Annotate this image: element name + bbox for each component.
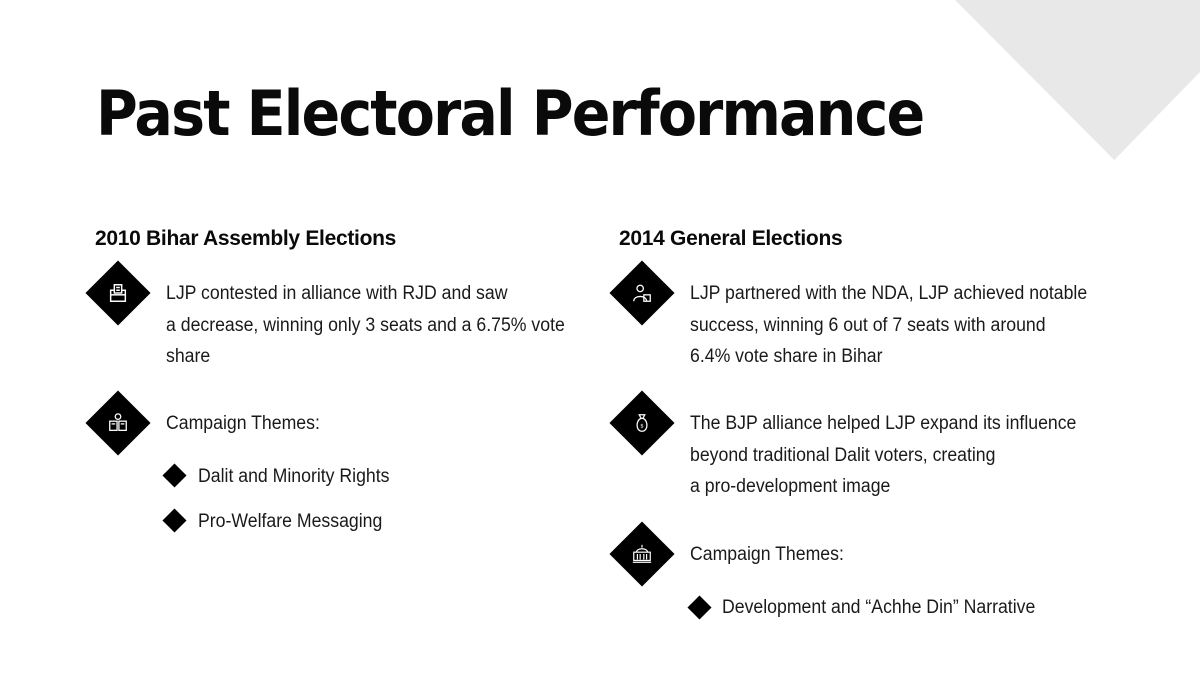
- bullet-item: Development and “Achhe Din” Narrative: [722, 597, 1036, 618]
- right-item-1-text: [690, 278, 1087, 373]
- text-line: beyond traditional Dalit voters, creating: [690, 444, 996, 466]
- svg-text:$: $: [640, 423, 644, 430]
- government-building-icon: [610, 522, 674, 586]
- text-line: a decrease, winning only 3 seats and a 6.75% vote: [166, 314, 565, 336]
- bullet-item: Dalit and Minority Rights: [198, 466, 390, 487]
- voting-booth-icon: [86, 391, 150, 455]
- text-line: Campaign Themes:: [166, 413, 320, 434]
- text-line: Campaign Themes:: [690, 544, 844, 565]
- left-column-heading: 2010 Bihar Assembly Elections: [95, 227, 396, 250]
- money-bag-icon: [610, 391, 674, 455]
- left-item-2-text: [166, 408, 320, 440]
- text-line: LJP contested in alliance with RJD and saw: [166, 283, 508, 304]
- right-column-heading: 2014 General Elections: [619, 227, 843, 250]
- text-line: success, winning 6 out of 7 seats with around: [690, 314, 1046, 336]
- right-item-3-text: [690, 539, 844, 571]
- bullet-diamond: [162, 463, 186, 487]
- ballot-box-icon: [86, 261, 150, 325]
- politician-speaker-icon: [610, 261, 674, 325]
- bullet-diamond: [162, 508, 186, 532]
- text-line: The BJP alliance helped LJP expand its influence: [690, 413, 1077, 434]
- bullet-item: Pro-Welfare Messaging: [198, 511, 383, 532]
- right-item-2-text: [690, 408, 1076, 503]
- text-line: share: [166, 346, 211, 367]
- text-line: a pro-development image: [690, 476, 891, 497]
- slide-title: Past Electoral Performance: [96, 77, 924, 150]
- corner-decoration: [955, 0, 1200, 160]
- left-item-1-text: [166, 278, 565, 373]
- bullet-diamond: [687, 595, 711, 619]
- text-line: LJP partnered with the NDA, LJP achieved notable: [690, 283, 1088, 304]
- text-line: 6.4% vote share in Bihar: [690, 346, 883, 367]
